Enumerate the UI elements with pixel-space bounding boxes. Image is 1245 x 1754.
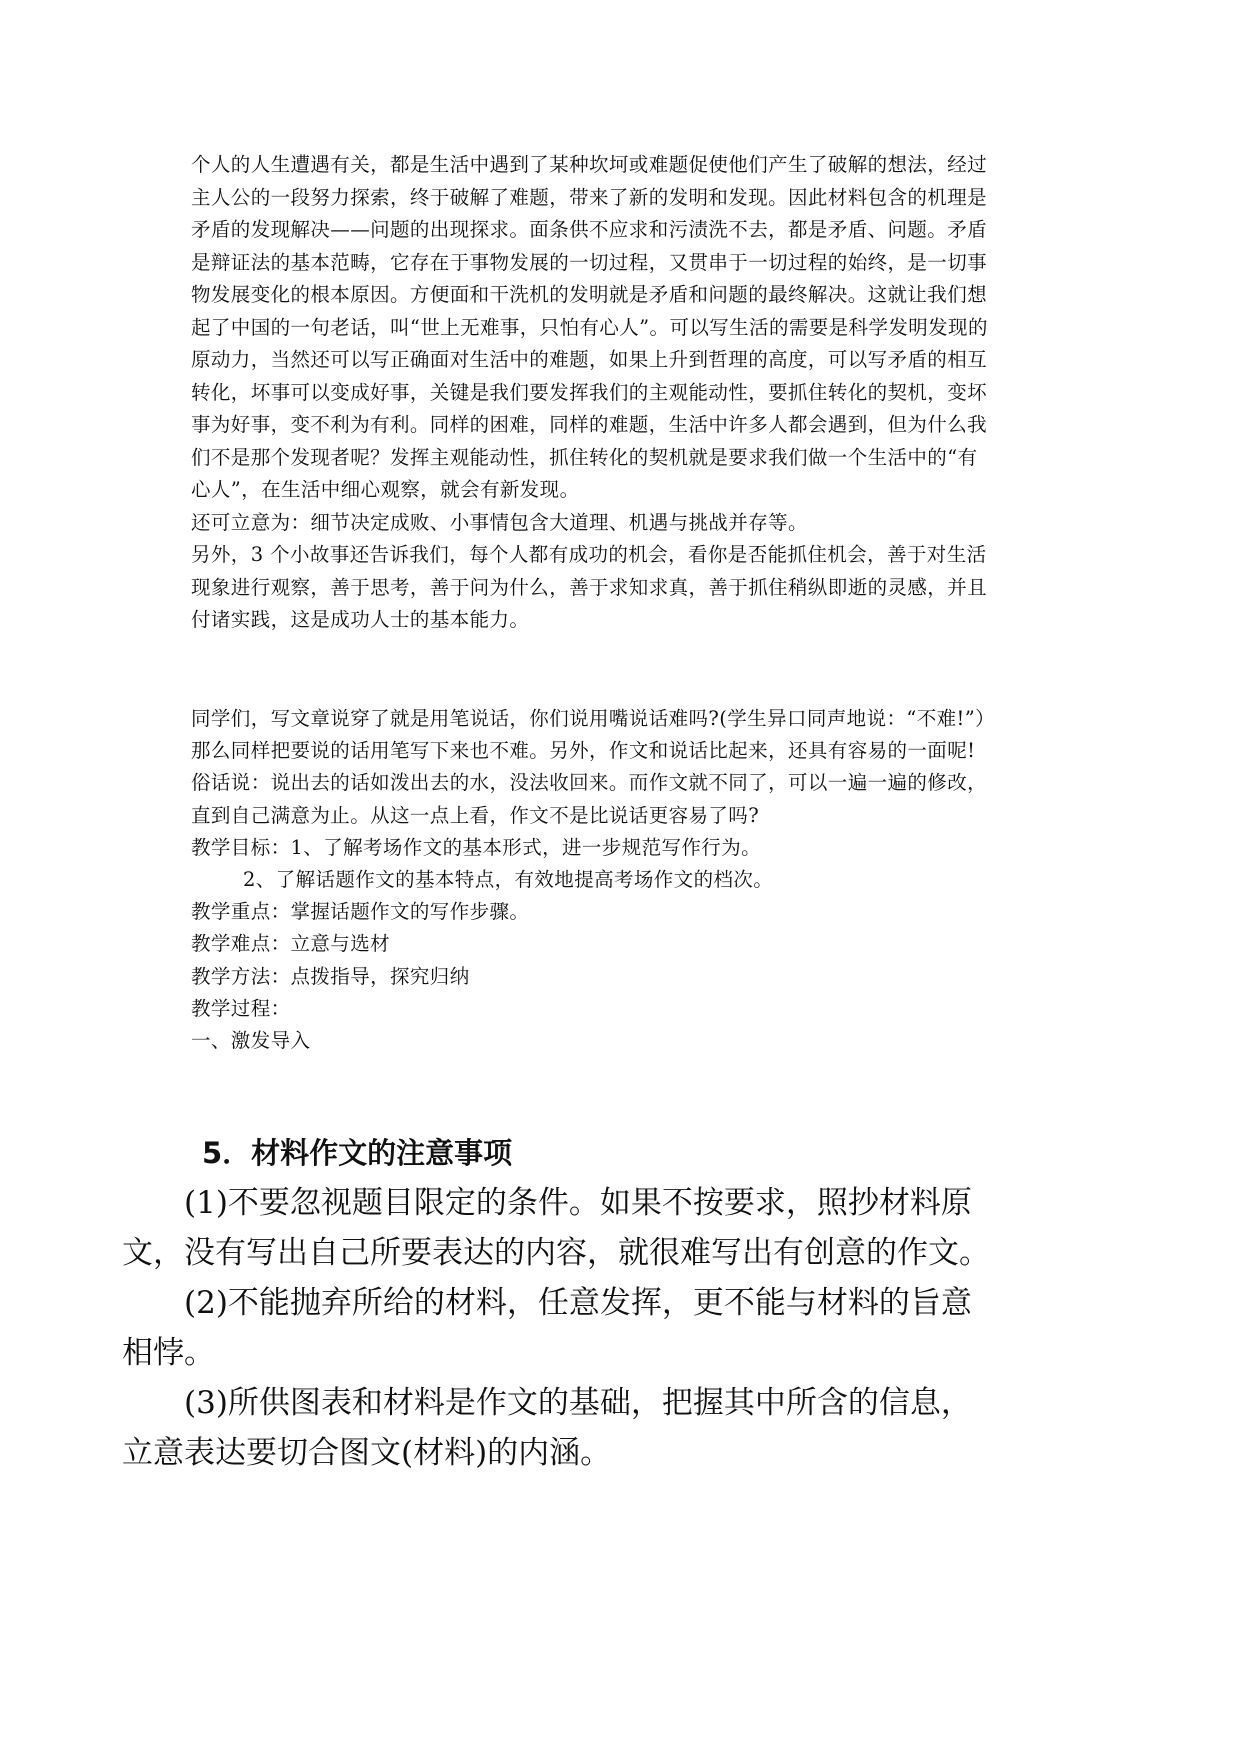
note-item-3: (3)所供图表和材料是作文的基础，把握其中所含的信息， bbox=[184, 1385, 972, 1421]
text-line: 那么同样把要说的话用笔写下来也不难。另外，作文和说话比起来，还具有容易的一面呢! bbox=[191, 739, 976, 763]
text-line: 直到自己满意为止。从这一点上看，作文不是比说话更容易了吗? bbox=[191, 803, 760, 827]
text-line: 还可立意为：细节决定成败、小事情包含大道理、机遇与挑战并存等。 bbox=[191, 510, 808, 534]
note-item-3-cont: 立意表达要切合图文(材料)的内涵。 bbox=[122, 1435, 612, 1471]
teaching-process: 教学过程： bbox=[191, 996, 291, 1020]
note-item-2-cont: 相悖。 bbox=[122, 1335, 215, 1371]
text-line: 同学们，写文章说穿了就是用笔说话，你们说用嘴说话难吗?(学生异口同声地说：“不难!”） bbox=[191, 707, 996, 730]
text-line: 现象进行观察，善于思考，善于问为什么，善于求知求真，善于抓住稍纵即逝的灵感，并且 bbox=[191, 575, 988, 599]
text-line: 心人”，在生活中细心观察，就会有新发现。 bbox=[191, 478, 580, 501]
note-item-2: (2)不能抛弃所给的材料，任意发挥，更不能与材料的旨意 bbox=[184, 1285, 972, 1321]
text-line: 主人公的一段努力探索，终于破解了难题，带来了新的发明和发现。因此材料包含的机理是 bbox=[191, 185, 988, 209]
note-item-1-cont: 文，没有写出自己所要表达的内容，就很难写出有创意的作文。 bbox=[122, 1235, 990, 1271]
section-heading: 5．材料作文的注意事项 bbox=[202, 1136, 513, 1170]
text-line: 们不是那个发现者呢？发挥主观能动性，抓住转化的契机就是要求我们做一个生活中的“有 bbox=[191, 445, 978, 469]
notes-section bbox=[122, 1128, 1122, 1478]
teaching-focus: 教学重点：掌握话题作文的写作步骤。 bbox=[191, 900, 530, 924]
text-line: 另外，3 个小故事还告诉我们，每个人都有成功的机会，看你是否能抓住机会，善于对生活 bbox=[191, 543, 987, 566]
text-line: 原动力，当然还可以写正确面对生活中的难题，如果上升到哲理的高度，可以写矛盾的相互 bbox=[191, 348, 988, 371]
text-line: 起了中国的一句老话，叫“世上无难事，只怕有心人”。可以写生活的需要是科学发明发现的 bbox=[191, 315, 988, 339]
teaching-difficulty: 教学难点：立意与选材 bbox=[191, 932, 391, 956]
text-line: 转化，坏事可以变成好事，关键是我们要发挥我们的主观能动性，要抓住转化的契机，变坏 bbox=[191, 380, 988, 404]
teaching-goal-1: 教学目标：1、了解考场作文的基本形式，进一步规范写作行为。 bbox=[191, 835, 762, 859]
text-line: 个人的人生遭遇有关，都是生活中遇到了某种坎坷或难题促使他们产生了破解的想法，经过 bbox=[191, 153, 988, 176]
text-line: 物发展变化的根本原因。方便面和干洗机的发明就是矛盾和问题的最终解决。这就让我们想 bbox=[191, 283, 988, 306]
text-line: 矛盾的发现解决——问题的出现探求。面条供不应求和污渍洗不去，都是矛盾、问题。矛盾 bbox=[191, 218, 988, 241]
text-line: 俗话说：说出去的话如泼出去的水，没法收回来。而作文就不同了，可以一遍一遍的修改， bbox=[191, 771, 988, 795]
text-line: 付诸实践，这是成功人士的基本能力。 bbox=[191, 608, 530, 631]
text-line: 事为好事，变不利为有利。同样的困难，同样的难题，生活中许多人都会遇到，但为什么我 bbox=[191, 413, 988, 436]
step-introduction: 一、激发导入 bbox=[191, 1029, 311, 1053]
note-item-1: (1)不要忽视题目限定的条件。如果不按要求，照抄材料原 bbox=[184, 1185, 972, 1221]
analysis-paragraph bbox=[191, 149, 1071, 637]
teaching-method: 教学方法：点拨指导，探究归纳 bbox=[191, 964, 470, 988]
lesson-plan-section bbox=[191, 703, 1071, 1057]
text-line: 是辩证法的基本范畴，它存在于事物发展的一切过程，又贯串于一切过程的始终，是一切事 bbox=[191, 250, 988, 274]
teaching-goal-2: 2、了解话题作文的基本特点，有效地提高考场作文的档次。 bbox=[243, 868, 774, 892]
